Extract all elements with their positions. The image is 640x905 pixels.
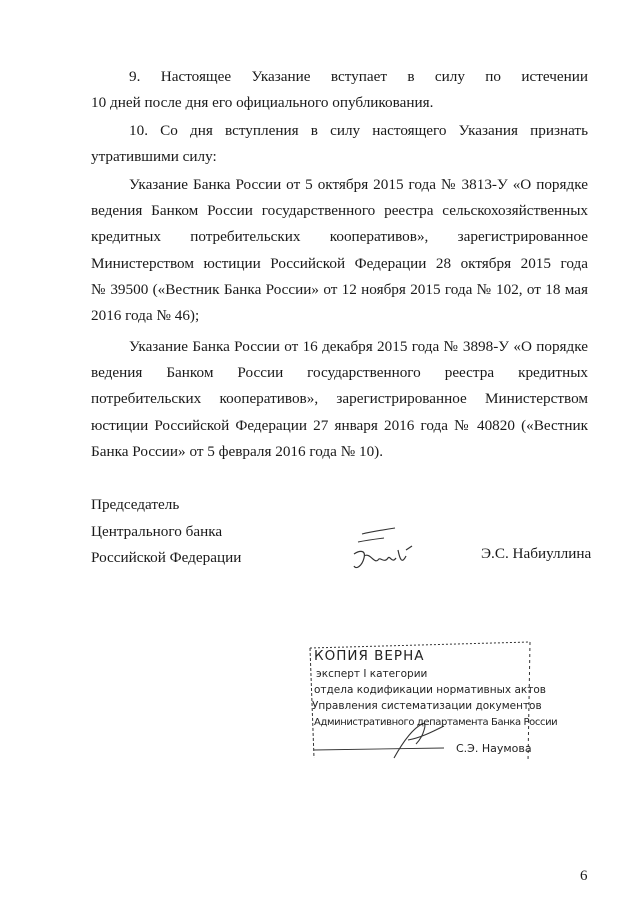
- repealed-act-2: [91, 334, 588, 465]
- signatory-name: Э.С. Набиуллина: [481, 545, 592, 562]
- paragraph-10-line-1: 10. Со дня вступления в силу настоящего Указания признать: [129, 122, 588, 139]
- stamp-line-3: Управления систематизации документов: [312, 700, 542, 712]
- paragraph-9: [91, 64, 588, 116]
- handwritten-signature: [340, 520, 430, 585]
- paragraph-9-line-1: 9. Настоящее Указание вступает в силу по истечении: [129, 68, 588, 85]
- repealed-act-2-line-4: юстиции Российской Федерации 27 января 2016 года № 40820 («Вестник: [91, 416, 588, 434]
- repealed-act-1-line-1: Указание Банка России от 5 октября 2015 года № 3813-У «О порядке: [129, 176, 588, 193]
- signatory-title: [91, 492, 241, 572]
- stamp-line-1: эксперт I категории: [316, 668, 428, 680]
- stamp-line-2: отдела кодификации нормативных актов: [314, 684, 546, 696]
- stamp-signer: С.Э. Наумова: [456, 742, 532, 755]
- paragraph-10-line-2: утратившими силу:: [91, 148, 217, 166]
- repealed-act-2-line-3: потребительских кооперативов», зарегистрированное Министерством: [91, 390, 588, 408]
- repealed-act-1-line-2: ведения Банком России государственного реестра сельскохозяйственных: [91, 202, 588, 220]
- repealed-act-1-line-6: 2016 года № 46);: [91, 307, 200, 325]
- signatory-title-line-1: Председатель: [91, 496, 180, 513]
- repealed-act-2-line-1: Указание Банка России от 16 декабря 2015 года № 3898-У «О порядке: [129, 338, 588, 355]
- signatory-title-line-3: Российской Федерации: [91, 549, 242, 566]
- repealed-act-1-line-4: Министерством юстиции Российской Федерации 28 октября 2015 года: [91, 254, 588, 272]
- repealed-act-2-line-2: ведения Банком России государственного реестра кредитных: [91, 364, 588, 382]
- signatory-title-line-2: Центрального банка: [91, 522, 223, 540]
- certified-copy-stamp: [304, 640, 558, 764]
- repealed-act-1-line-5: № 39500 («Вестник Банка России» от 12 ноября 2015 года № 102, от 18 мая: [91, 280, 588, 298]
- repealed-act-1: [91, 172, 588, 329]
- repealed-act-1-line-3: кредитных потребительских кооперативов», зарегистрированное: [91, 228, 588, 246]
- page-number: 6: [580, 868, 588, 884]
- repealed-act-2-line-5: Банка России» от 5 февраля 2016 года № 10).: [91, 442, 384, 460]
- stamp-line-4: Административного департамента Банка России: [314, 717, 558, 728]
- paragraph-9-line-2: 10 дней после дня его официального опубликования.: [91, 94, 434, 112]
- stamp-title: КОПИЯ ВЕРНА: [314, 648, 425, 664]
- paragraph-10: [91, 118, 588, 170]
